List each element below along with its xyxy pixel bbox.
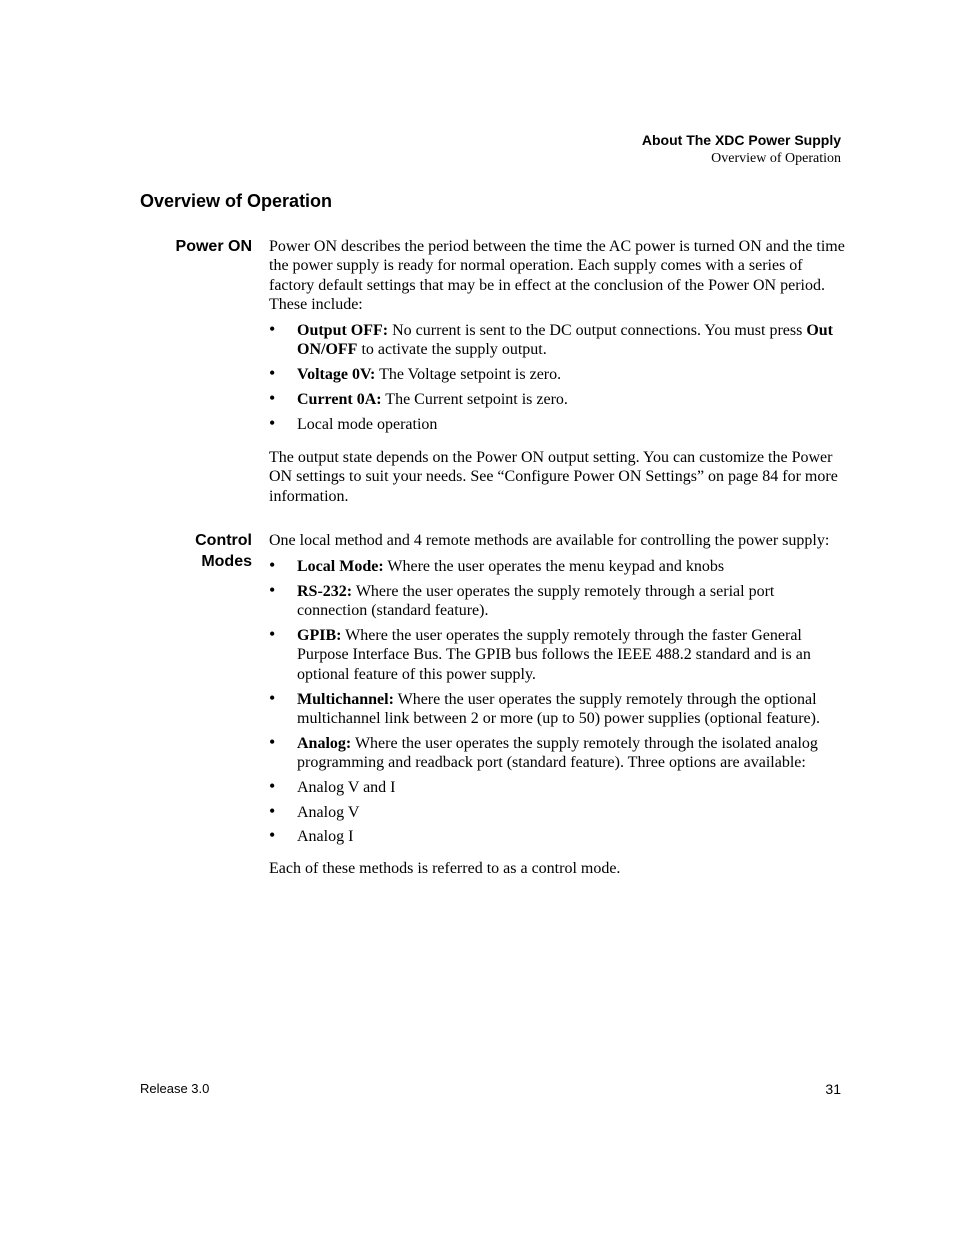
list-item	[269, 412, 845, 434]
control-modes-label-line1: Control	[195, 532, 252, 549]
item-term: Local Mode:	[297, 558, 384, 576]
list-item	[269, 827, 845, 846]
page-number: 31	[825, 1081, 841, 1097]
power-on-label-text: Power ON	[175, 238, 252, 255]
list-item	[269, 626, 845, 684]
list-item	[269, 800, 845, 822]
power-on-body	[269, 237, 845, 506]
power-on-label	[176, 236, 252, 257]
item-text: Where the user operates the supply remotely through the faster General Purpose Interface Bus. The GPIB bus follows the IEEE 488.2 standard and is an optional feature of this power supply.	[297, 627, 811, 683]
item-text: Where the user operates the supply remotely through the isolated analog programming and readback port (standard feature). Three options are available:	[297, 734, 818, 771]
list-item	[269, 687, 845, 729]
bullet-icon: •	[269, 555, 276, 576]
item-term: Current 0A:	[297, 391, 382, 409]
item-text: Where the user operates the supply remotely through the optional multichannel link between 2 or more (up to 50) power supplies (optional feature).	[297, 690, 820, 727]
item-term: GPIB:	[297, 627, 342, 645]
item-text: Where the user operates the menu keypad and knobs	[383, 558, 725, 576]
footer-release: Release 3.0	[140, 1081, 210, 1096]
list-item	[269, 390, 845, 409]
item-term: Analog:	[297, 734, 352, 752]
item-text: The Current setpoint is zero.	[381, 391, 568, 409]
bullet-icon: •	[269, 800, 276, 821]
item-text-2: to activate the supply output.	[357, 341, 547, 359]
section-title: Overview of Operation	[140, 191, 333, 211]
item-text: Analog V and I	[297, 778, 396, 796]
item-term: Output OFF:	[297, 322, 389, 340]
item-text: Analog V	[297, 803, 360, 821]
bullet-icon: •	[269, 624, 276, 645]
power-on-intro: Power ON describes the period between the time the AC power is turned ON and the time the power supply is ready for normal operation. Each supply comes with a series of factory default settings that may be in effect at the conclusion of the Power ON period. These include:	[269, 238, 845, 313]
bullet-icon: •	[269, 687, 276, 708]
bullet-icon: •	[269, 731, 276, 752]
bullet-icon: •	[269, 319, 276, 340]
list-item	[269, 582, 845, 621]
power-on-outro: The output state depends on the Power ON output setting. You can customize the Power ON settings to suit your needs. See “Configure Power ON Settings” on page 84 for more information.	[269, 449, 838, 505]
bullet-icon: •	[269, 412, 276, 433]
bullet-icon: •	[269, 825, 276, 846]
item-term: Multichannel:	[297, 690, 394, 708]
bullet-icon: •	[269, 363, 276, 384]
control-modes-body	[269, 531, 845, 878]
control-modes-label	[195, 530, 252, 572]
list-item	[269, 321, 845, 360]
item-term: Voltage 0V:	[297, 366, 376, 384]
bullet-icon: •	[269, 580, 276, 601]
running-header-section: Overview of Operation	[711, 151, 841, 166]
item-text: Analog I	[297, 828, 354, 846]
running-header-chapter: About The XDC Power Supply	[641, 132, 841, 148]
control-modes-list	[269, 557, 845, 846]
bullet-icon: •	[269, 775, 276, 796]
control-modes-intro: One local method and 4 remote methods are available for controlling the power supply:	[269, 532, 830, 549]
control-modes-outro: Each of these methods is referred to as a control mode.	[269, 859, 621, 877]
list-item	[269, 775, 845, 797]
list-item	[269, 365, 845, 384]
item-text: Local mode operation	[297, 415, 438, 433]
item-text: Where the user operates the supply remotely through a serial port connection (standard feature).	[297, 583, 775, 620]
control-modes-label-line2: Modes	[201, 553, 252, 570]
list-item	[269, 731, 845, 773]
list-item	[269, 557, 845, 576]
item-text: The Voltage setpoint is zero.	[375, 366, 562, 384]
item-text: No current is sent to the DC output connections. You must press	[388, 322, 807, 340]
running-header	[642, 131, 841, 168]
item-term: RS-232:	[297, 583, 353, 601]
power-on-list	[269, 321, 845, 434]
bullet-icon: •	[269, 388, 276, 409]
item-term-2: Out ON/OFF	[297, 322, 833, 359]
